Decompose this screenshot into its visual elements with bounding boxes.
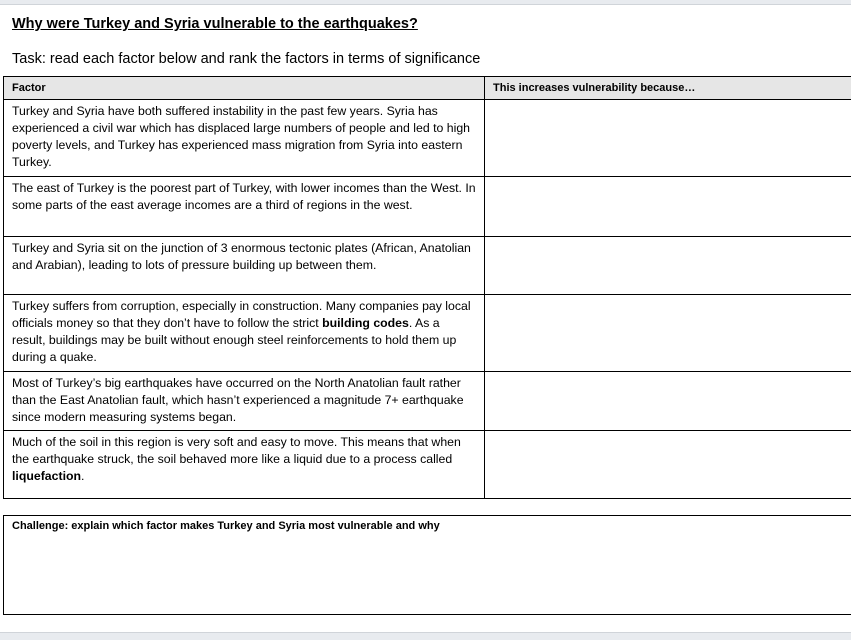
task-instruction: Task: read each factor below and rank the factors in terms of significance <box>12 51 480 67</box>
answer-cell[interactable] <box>485 431 851 499</box>
vulnerability-column-header: This increases vulnerability because… <box>485 77 851 100</box>
challenge-box[interactable] <box>3 515 851 615</box>
factor-bold-term: building codes <box>322 316 409 330</box>
answer-cell[interactable] <box>485 295 851 372</box>
challenge-label: Challenge: explain which factor makes Turkey and Syria most vulnerable and why <box>12 520 847 532</box>
factors-table <box>3 76 851 499</box>
table-row <box>4 295 851 372</box>
answer-cell[interactable] <box>485 372 851 431</box>
factor-column-header: Factor <box>4 77 485 100</box>
factor-cell: Turkey and Syria have both suffered instability in the past few years. Syria has experienced a civil war which has displaced large numbers of people and led to high poverty levels, and Turkey has experienced mass migration from Syria into eastern Turkey. <box>4 100 485 177</box>
worksheet-title: Why were Turkey and Syria vulnerable to the earthquakes? <box>12 16 418 32</box>
table-row <box>4 431 851 499</box>
factor-text: . As a result, buildings may be built without enough steel reinforcements to hold them up during a quake. <box>12 316 456 364</box>
factor-text: Turkey suffers from corruption, especially in construction. Many companies pay local officials money so that they don’t have to follow the strict <box>12 299 471 330</box>
table-row <box>4 372 851 431</box>
table-row <box>4 177 851 237</box>
table-header-row <box>4 77 851 100</box>
factor-cell <box>4 431 485 499</box>
table-row <box>4 237 851 295</box>
top-window-edge <box>0 0 851 5</box>
factor-text: Much of the soil in this region is very soft and easy to move. This means that when the earthquake struck, the soil behaved more like a liquid due to a process called <box>12 435 461 466</box>
factor-cell <box>4 295 485 372</box>
answer-cell[interactable] <box>485 237 851 295</box>
factor-text: . <box>81 469 84 483</box>
factor-cell: Turkey and Syria sit on the junction of 3 enormous tectonic plates (African, Anatolian and Arabian), leading to lots of pressure building up between them. <box>4 237 485 295</box>
factor-bold-term: liquefaction <box>12 469 81 483</box>
answer-cell[interactable] <box>485 177 851 237</box>
answer-cell[interactable] <box>485 100 851 177</box>
table-row <box>4 100 851 177</box>
factor-cell: Most of Turkey’s big earthquakes have occurred on the North Anatolian fault rather than the East Anatolian fault, which hasn’t experienced a magnitude 7+ earthquake since modern measuring systems began. <box>4 372 485 431</box>
factor-cell: The east of Turkey is the poorest part of Turkey, with lower incomes than the West. In some parts of the east average incomes are a third of regions in the west. <box>4 177 485 237</box>
